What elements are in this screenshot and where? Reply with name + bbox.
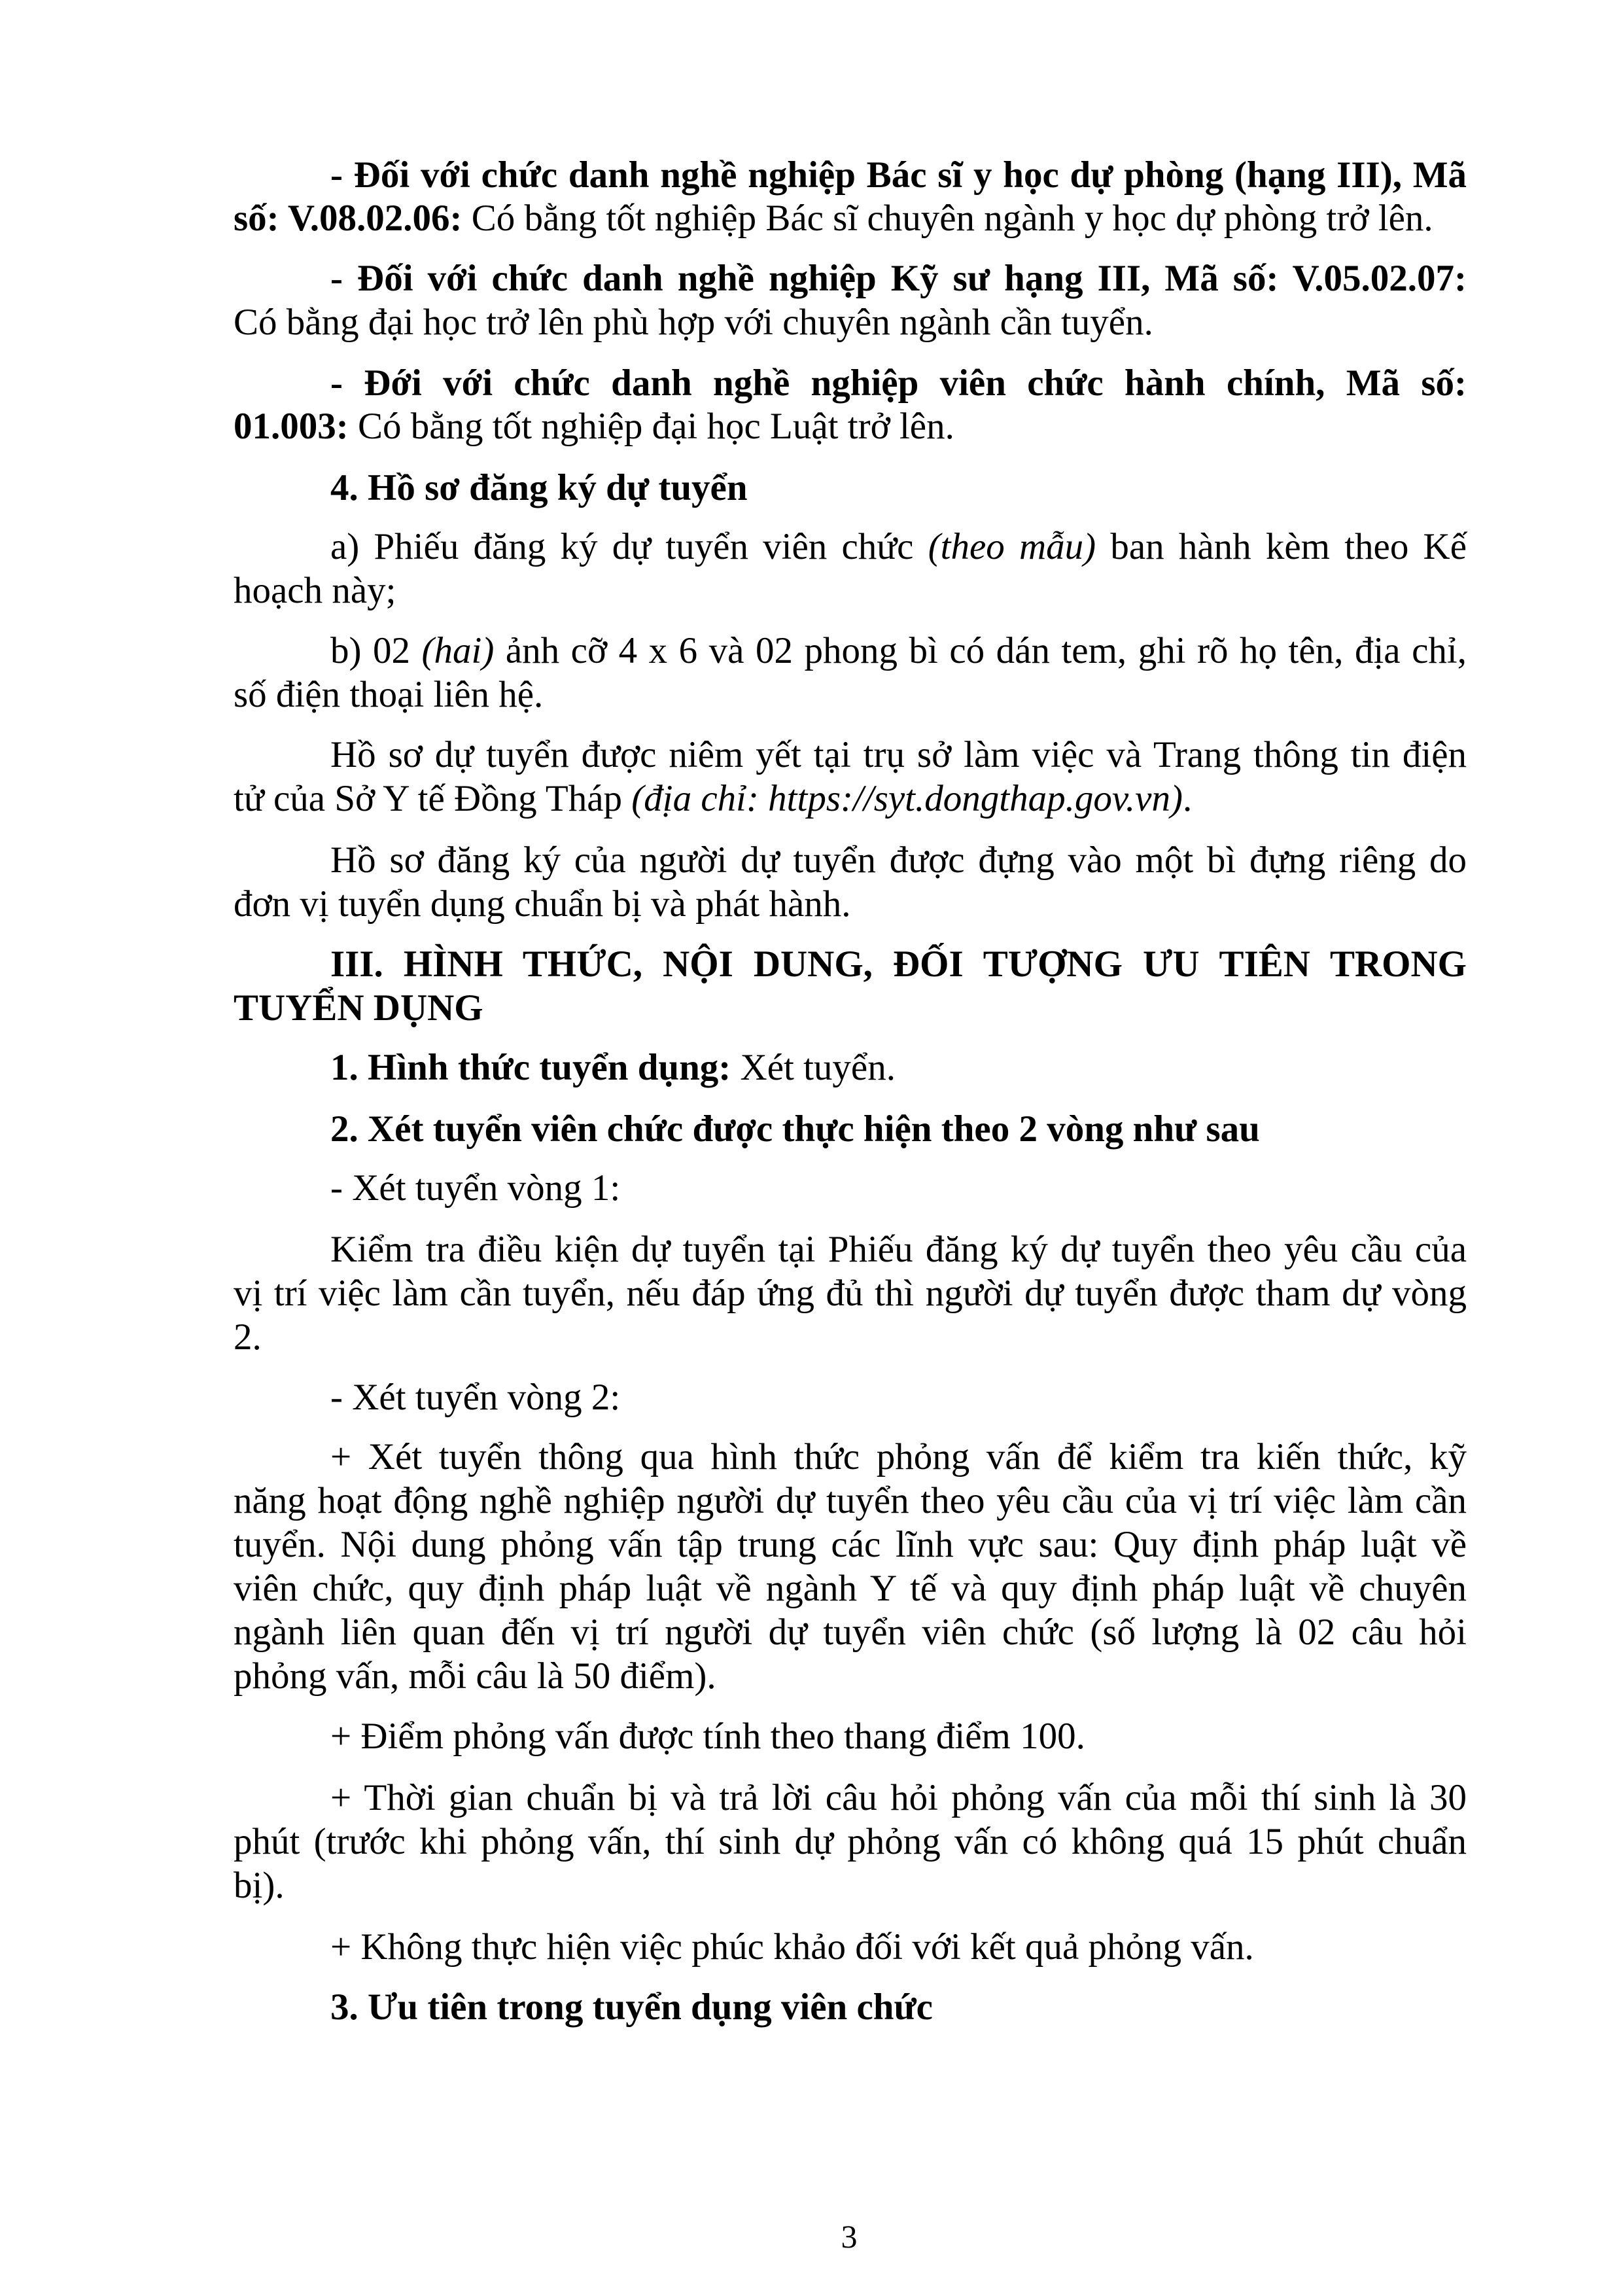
page-number: 3 — [841, 2218, 858, 2255]
paragraph-line — [234, 1863, 1467, 1907]
section-heading — [234, 986, 1467, 1030]
text-run: đơn vị tuyển dụng chuẩn bị và phát hành. — [234, 883, 851, 925]
text-run: - Xét tuyển vòng 2: — [330, 1377, 621, 1418]
paragraph-line — [330, 1046, 1467, 1089]
text-run: vị trí việc làm cần tuyển, nếu đáp ứng đủ thì người dự tuyển được tham dự vòng — [234, 1273, 1467, 1314]
text-run: Có bằng tốt nghiệp đại học Luật trở lên. — [348, 406, 954, 447]
text-run: viên chức, quy định pháp luật về ngành Y tế và quy định pháp luật về chuyên — [234, 1568, 1467, 1609]
section-heading — [330, 466, 1467, 510]
bold-text: 2. Xét tuyển viên chức được thực hiện theo 2 vòng như sau — [330, 1108, 1260, 1150]
bold-text: - Đối với chức danh nghề nghiệp Bác sĩ y học dự phòng (hạng III), Mã — [330, 154, 1467, 196]
text-run: b) 02 — [330, 630, 422, 671]
text-run: Có bằng đại học trở lên phù hợp với chuyên ngành cần tuyển. — [234, 302, 1153, 343]
bold-text: 1. Hình thức tuyển dụng: — [330, 1047, 731, 1088]
paragraph-line — [330, 1375, 1467, 1419]
text-run: + Xét tuyển thông qua hình thức phỏng vấn để kiểm tra kiến thức, kỹ — [330, 1436, 1467, 1477]
text-run: a) Phiếu đăng ký dự tuyển viên chức — [330, 526, 928, 567]
paragraph-line — [330, 525, 1467, 569]
bold-text: - Đối với chức danh nghề nghiệp Kỹ sư hạng III, Mã số: V.05.02.07: — [330, 258, 1467, 299]
text-run: + Thời gian chuẩn bị và trả lời câu hỏi phỏng vấn của mỗi thí sinh là 30 — [330, 1777, 1467, 1818]
paragraph-line — [234, 1479, 1467, 1523]
text-run: bị). — [234, 1865, 285, 1906]
paragraph-line — [234, 777, 1467, 821]
section-heading — [330, 1107, 1467, 1151]
paragraph-line — [234, 1523, 1467, 1566]
paragraph-line — [330, 361, 1467, 405]
italic-text: (địa chỉ: https://syt.dongthap.gov.vn) — [631, 778, 1183, 819]
paragraph-line — [234, 404, 1467, 448]
paragraph-line — [330, 153, 1467, 197]
paragraph-line — [330, 1227, 1467, 1271]
paragraph-line — [330, 1435, 1467, 1479]
bold-text: số: V.08.02.06: — [234, 198, 462, 239]
italic-text: (hai) — [421, 630, 495, 671]
paragraph-line — [234, 1610, 1467, 1654]
section-heading — [330, 1985, 1467, 2029]
bold-text: III. HÌNH THỨC, NỘI DUNG, ĐỐI TƯỢNG ƯU TIÊN TRONG — [330, 944, 1467, 985]
paragraph-line — [234, 300, 1467, 344]
text-run: . — [1182, 778, 1193, 819]
bold-text: - Đới với chức danh nghề nghiệp viên chức hành chính, Mã số: — [330, 362, 1467, 404]
text-run: Hồ sơ dự tuyển được niêm yết tại trụ sở làm việc và Trang thông tin điện — [330, 734, 1467, 775]
paragraph-line — [234, 196, 1467, 240]
text-run: Xét tuyển. — [731, 1047, 896, 1088]
bold-text: 4. Hồ sơ đăng ký dự tuyển — [330, 467, 748, 508]
text-run: - Xét tuyển vòng 1: — [330, 1167, 621, 1209]
text-run: ban hành kèm theo Kế — [1096, 526, 1467, 567]
text-run: hoạch này; — [234, 570, 396, 611]
text-run: số điện thoại liên hệ. — [234, 674, 544, 715]
paragraph-line — [234, 1315, 1467, 1359]
text-run: phỏng vấn, mỗi câu là 50 điểm). — [234, 1655, 716, 1697]
paragraph-line — [330, 1714, 1467, 1758]
section-heading — [330, 942, 1467, 986]
paragraph-line — [330, 256, 1467, 300]
text-run: Có bằng tốt nghiệp Bác sĩ chuyên ngành y học dự phòng trở lên. — [462, 198, 1433, 239]
text-run: tử của Sở Y tế Đồng Tháp — [234, 778, 632, 819]
text-run: năng hoạt động nghề nghiệp người dự tuyển theo yêu cầu của vị trí việc làm cần — [234, 1480, 1467, 1521]
paragraph-line — [330, 733, 1467, 777]
italic-text: (theo mẫu) — [928, 526, 1096, 567]
text-run: 2. — [234, 1316, 262, 1358]
text-run: Hồ sơ đăng ký của người dự tuyển được đựng vào một bì đựng riêng do — [330, 839, 1467, 881]
text-run: tuyển. Nội dung phỏng vấn tập trung các lĩnh vực sau: Quy định pháp luật về — [234, 1524, 1467, 1565]
text-run: ngành liên quan đến vị trí người dự tuyển viên chức (số lượng là 02 câu hỏi — [234, 1612, 1467, 1653]
bold-text: 01.003: — [234, 406, 349, 447]
text-run: ảnh cỡ 4 x 6 và 02 phong bì có dán tem, ghi rõ họ tên, địa chỉ, — [494, 630, 1467, 671]
paragraph-line — [330, 629, 1467, 673]
text-run: + Điểm phỏng vấn được tính theo thang điểm 100. — [330, 1716, 1085, 1757]
text-run: Kiểm tra điều kiện dự tuyển tại Phiếu đăng ký dự tuyển theo yêu cầu của — [330, 1229, 1467, 1270]
paragraph-line — [234, 569, 1467, 612]
bold-text: TUYỂN DỤNG — [234, 987, 483, 1029]
paragraph-line — [234, 1566, 1467, 1610]
paragraph-line — [234, 1654, 1467, 1698]
bold-text: 3. Ưu tiên trong tuyển dụng viên chức — [330, 1987, 933, 2028]
text-run: + Không thực hiện việc phúc khảo đối với kết quả phỏng vấn. — [330, 1926, 1254, 1968]
paragraph-line — [330, 838, 1467, 882]
text-run: phút (trước khi phỏng vấn, thí sinh dự phỏng vấn có không quá 15 phút chuẩn — [234, 1821, 1467, 1862]
paragraph-line — [234, 882, 1467, 926]
paragraph-line — [234, 1820, 1467, 1863]
paragraph-line — [330, 1166, 1467, 1210]
paragraph-line — [234, 673, 1467, 716]
paragraph-line — [330, 1925, 1467, 1969]
paragraph-line — [234, 1271, 1467, 1315]
paragraph-line — [330, 1776, 1467, 1820]
